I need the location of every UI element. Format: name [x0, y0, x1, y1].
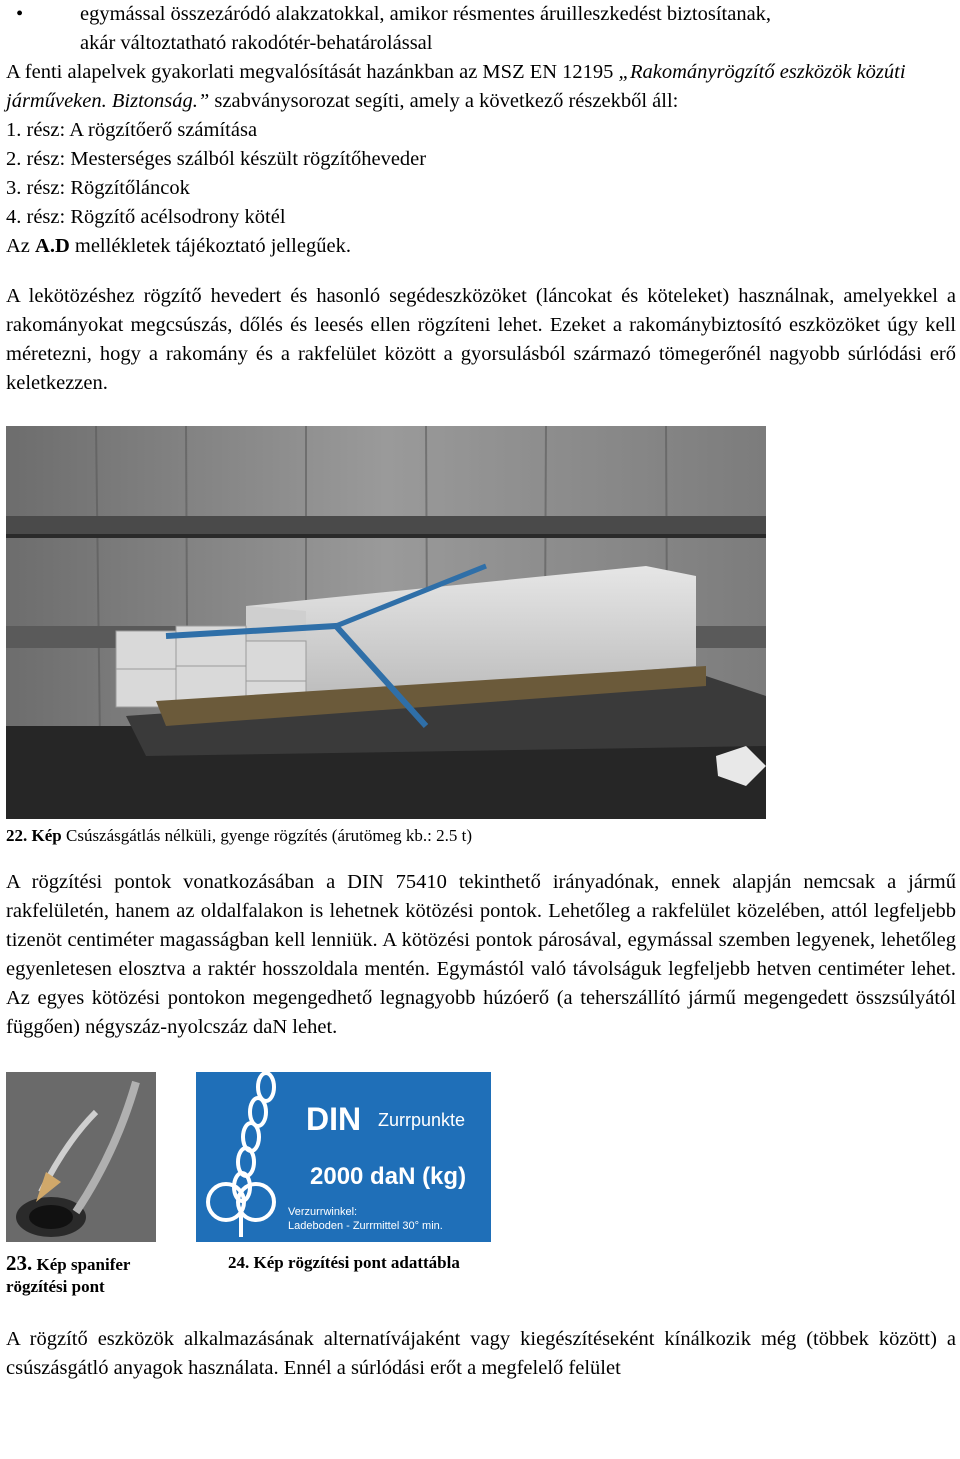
figure-24-caption: 24. Kép rögzítési pont adattábla: [228, 1253, 460, 1272]
bullet-line: akár változtatható rakodótér-behatárolással: [80, 32, 433, 54]
cargo-illustration: [6, 426, 766, 819]
part-item: 3. rész: Rögzítőláncok: [6, 177, 190, 199]
points-paragraph: A rögzítési pontok vonatkozásában a DIN 75410 tekinthető irányadónak, ennek alapján nemcsak a jármű rakfelületén, hanem az oldalfalakon is lehetnek kötözési pontok. Lehetőleg a rakfelület közelében, attól legfeljebb tizenöt centiméter magasságban kell lenniük. A kötözési pontok párosával, egymással szemben legyenek, lehetőleg egyenletesen elosztva a raktér hosszoldala mentén. Egymástól való távolságuk legfeljebb hetven centiméter lehet. Az egyes kötözési pontokon megengedhető legnagyobb húzóerő (a teherszállító jármű megengedett összsúlyától függően) négyszáz-nyolcszáz daN lehet.: [6, 871, 956, 1038]
figure-22-caption: 22. Kép Csúszásgátlás nélküli, gyenge rögzítés (árutömeg kb.: 2.5 t): [6, 826, 473, 845]
end-paragraph: A rögzítő eszközök alkalmazásának alternatívájaként vagy kiegészítéseként kínálkozik még (többek között) a csúszásgátló anyagok használata. Ennél a súrlódási erőt a megfelelő felület: [6, 1328, 956, 1379]
bullet-line: egymással összezáródó alakzatokkal, amikor résmentes áruilleszkedést biztosítanak,: [80, 3, 772, 25]
document-page: [6, 0, 956, 1383]
part-item: 1. rész: A rögzítőerő számítása: [6, 119, 258, 141]
spanifer-photo: [6, 1072, 156, 1242]
bullet-icon: •: [16, 3, 24, 25]
din-small-1: Verzurrwinkel:: [288, 1206, 358, 1218]
standard-paragraph: A fenti alapelvek gyakorlati megvalósítását hazánkban az MSZ EN 12195 „Rakományrögzítő eszközök közúti járműveken. Biztonság.” szabványsorozat segíti, amely a következő részekből áll:: [6, 61, 906, 112]
spanifer-illustration: [6, 1072, 156, 1242]
part-item: 4. rész: Rögzítő acélsodrony kötél: [6, 206, 286, 228]
din-title: Zurrpunkte: [378, 1110, 466, 1130]
cargo-photo: [6, 426, 766, 819]
standard-title: „Rakományrögzítő eszközök közúti járműveken. Biztonság.”: [6, 61, 906, 112]
annex-note: Az A.D mellékletek tájékoztató jellegűek.: [6, 235, 351, 257]
figure-23-caption: 23. Kép spanifer rögzítési pont: [6, 1251, 131, 1296]
part-item: 2. rész: Mesterséges szálból készült rögzítőheveder: [6, 148, 427, 170]
din-small-2: Ladeboden - Zurrmittel 30° min.: [288, 1220, 443, 1232]
din-sign-photo: [196, 1072, 491, 1242]
din-load: 2000 daN (kg): [310, 1163, 467, 1190]
lashing-paragraph: A lekötözéshez rögzítő hevedert és hasonló segédeszközöket (láncokat és köteleket) használnak, amelyekkel a rakományokat megcsúszás, dőlés és leesés ellen rögzíteni lehet. Ezeket a rakománybiztosító eszközöket úgy kell méretezni, hogy a rakomány és a rakfelület között a gyorsulásból származó tömegerőnél nagyobb súrlódási erő keletkezzen.: [6, 285, 956, 394]
bullet-item: [6, 0, 956, 58]
din-label: DIN: [306, 1101, 362, 1137]
